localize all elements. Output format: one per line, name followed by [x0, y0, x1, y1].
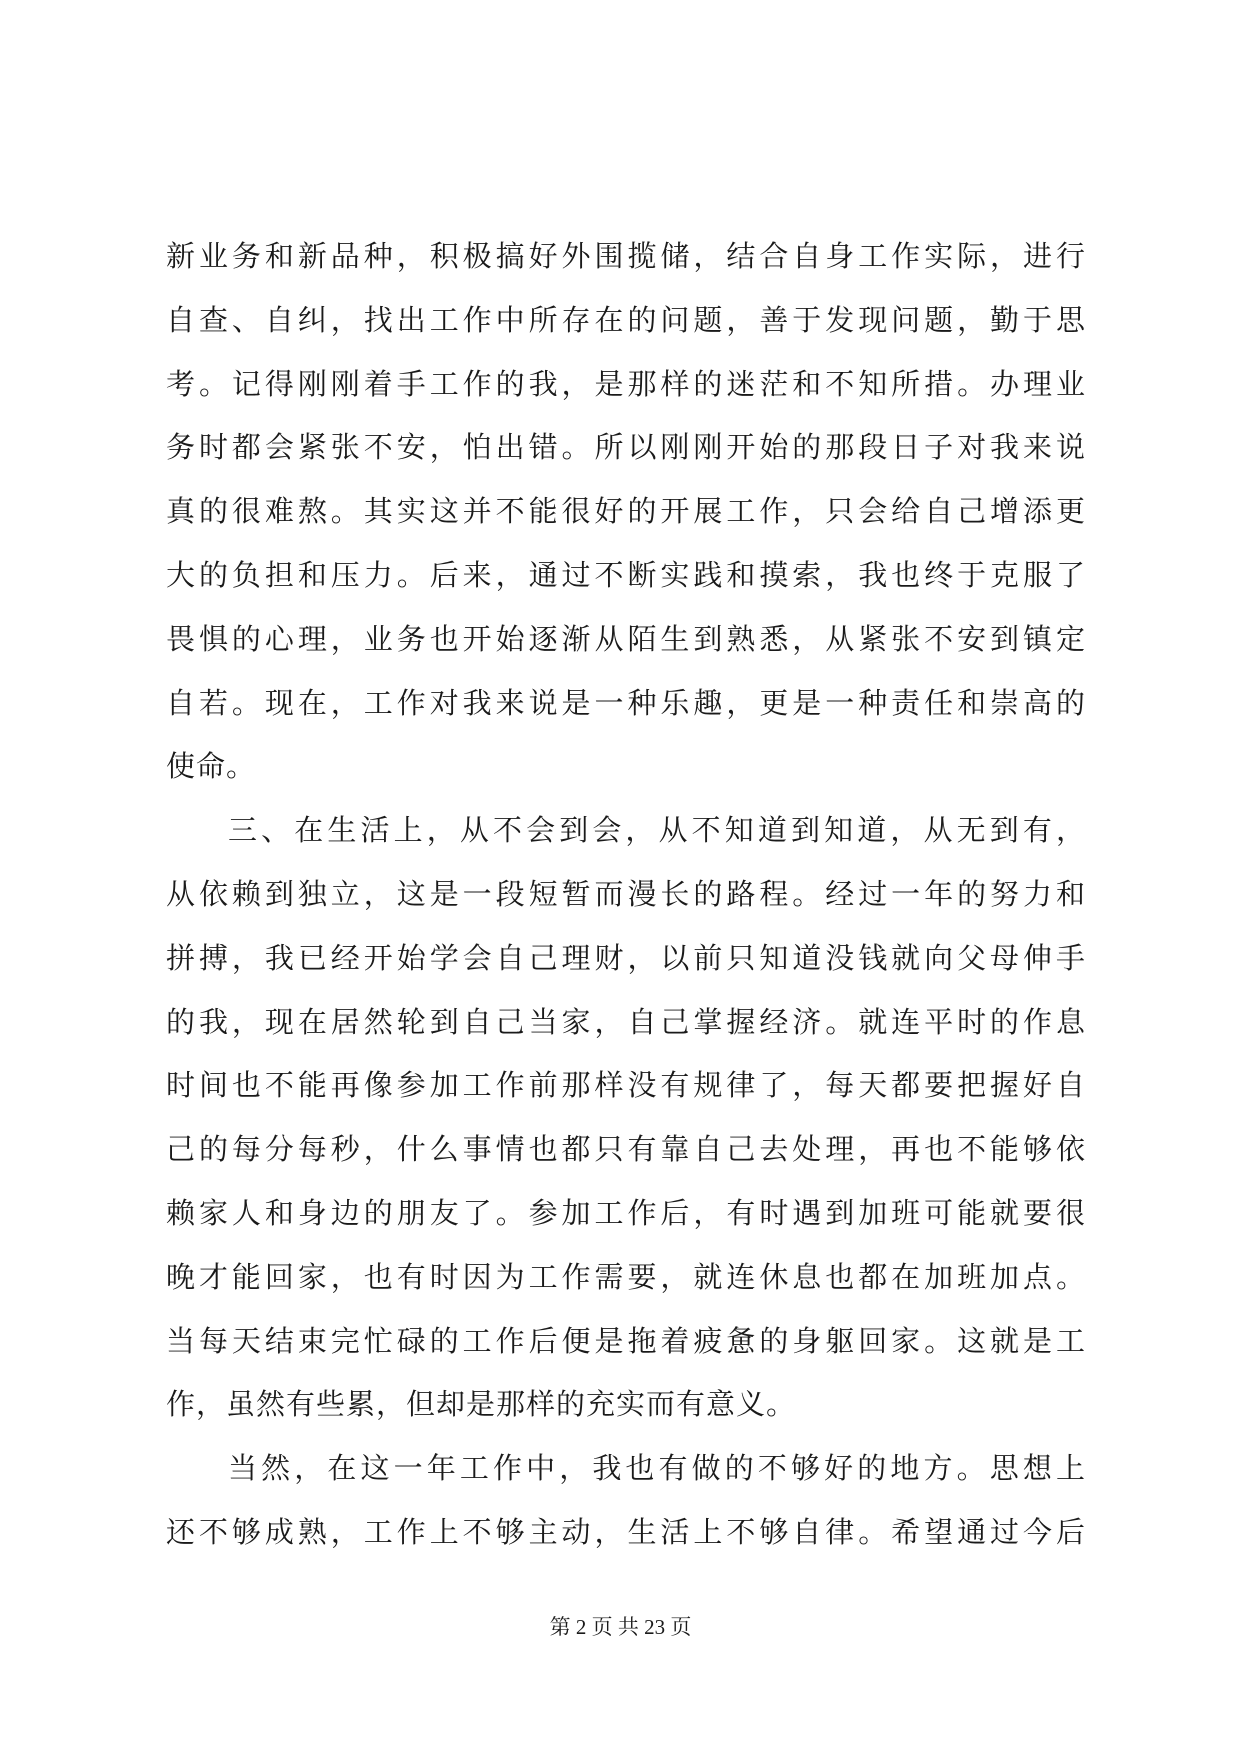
body-text — [166, 225, 1086, 1565]
page-footer: 第 2 页 共 23 页 — [549, 1615, 692, 1639]
text-line: 畏惧的心理，业务也开始逐渐从陌生到熟悉，从紧张不安到镇定 — [166, 621, 1086, 656]
text-line: 自查、自纠，找出工作中所存在的问题，善于发现问题，勤于思 — [166, 302, 1086, 337]
text-line: 当每天结束完忙碌的工作后便是拖着疲惫的身躯回家。这就是工 — [166, 1323, 1086, 1358]
text-line: 从依赖到独立，这是一段短暂而漫长的路程。经过一年的努力和 — [166, 876, 1086, 911]
text-line: 自若。现在，工作对我来说是一种乐趣，更是一种责任和崇高的 — [166, 685, 1086, 720]
text-line: 当然，在这一年工作中，我也有做的不够好的地方。思想上 — [228, 1451, 1086, 1486]
text-line: 的我，现在居然轮到自己当家，自己掌握经济。就连平时的作息 — [166, 1004, 1086, 1039]
text-line: 三、在生活上，从不会到会，从不知道到知道，从无到有， — [228, 813, 1086, 848]
text-line: 晚才能回家，也有时因为工作需要，就连休息也都在加班加点。 — [166, 1259, 1086, 1294]
text-line: 大的负担和压力。后来，通过不断实践和摸索，我也终于克服了 — [166, 557, 1086, 592]
text-line: 新业务和新品种，积极搞好外围揽储，结合自身工作实际，进行 — [166, 239, 1086, 273]
text-line: 使命。 — [166, 749, 257, 784]
text-line: 务时都会紧张不安，怕出错。所以刚刚开始的那段日子对我来说 — [166, 430, 1086, 465]
text-line: 作，虽然有些累，但却是那样的充实而有意义。 — [166, 1387, 797, 1422]
text-line: 己的每分每秒，什么事情也都只有靠自己去处理，再也不能够依 — [166, 1132, 1086, 1167]
text-line: 考。记得刚刚着手工作的我，是那样的迷茫和不知所措。办理业 — [166, 366, 1086, 401]
text-line: 拼搏，我已经开始学会自己理财，以前只知道没钱就向父母伸手 — [166, 940, 1086, 975]
text-line: 真的很难熬。其实这并不能很好的开展工作，只会给自己增添更 — [166, 494, 1086, 529]
text-line: 还不够成熟，工作上不够主动，生活上不够自律。希望通过今后 — [166, 1514, 1086, 1549]
text-line: 赖家人和身边的朋友了。参加工作后，有时遇到加班可能就要很 — [166, 1195, 1086, 1230]
text-line: 时间也不能再像参加工作前那样没有规律了，每天都要把握好自 — [166, 1068, 1086, 1103]
